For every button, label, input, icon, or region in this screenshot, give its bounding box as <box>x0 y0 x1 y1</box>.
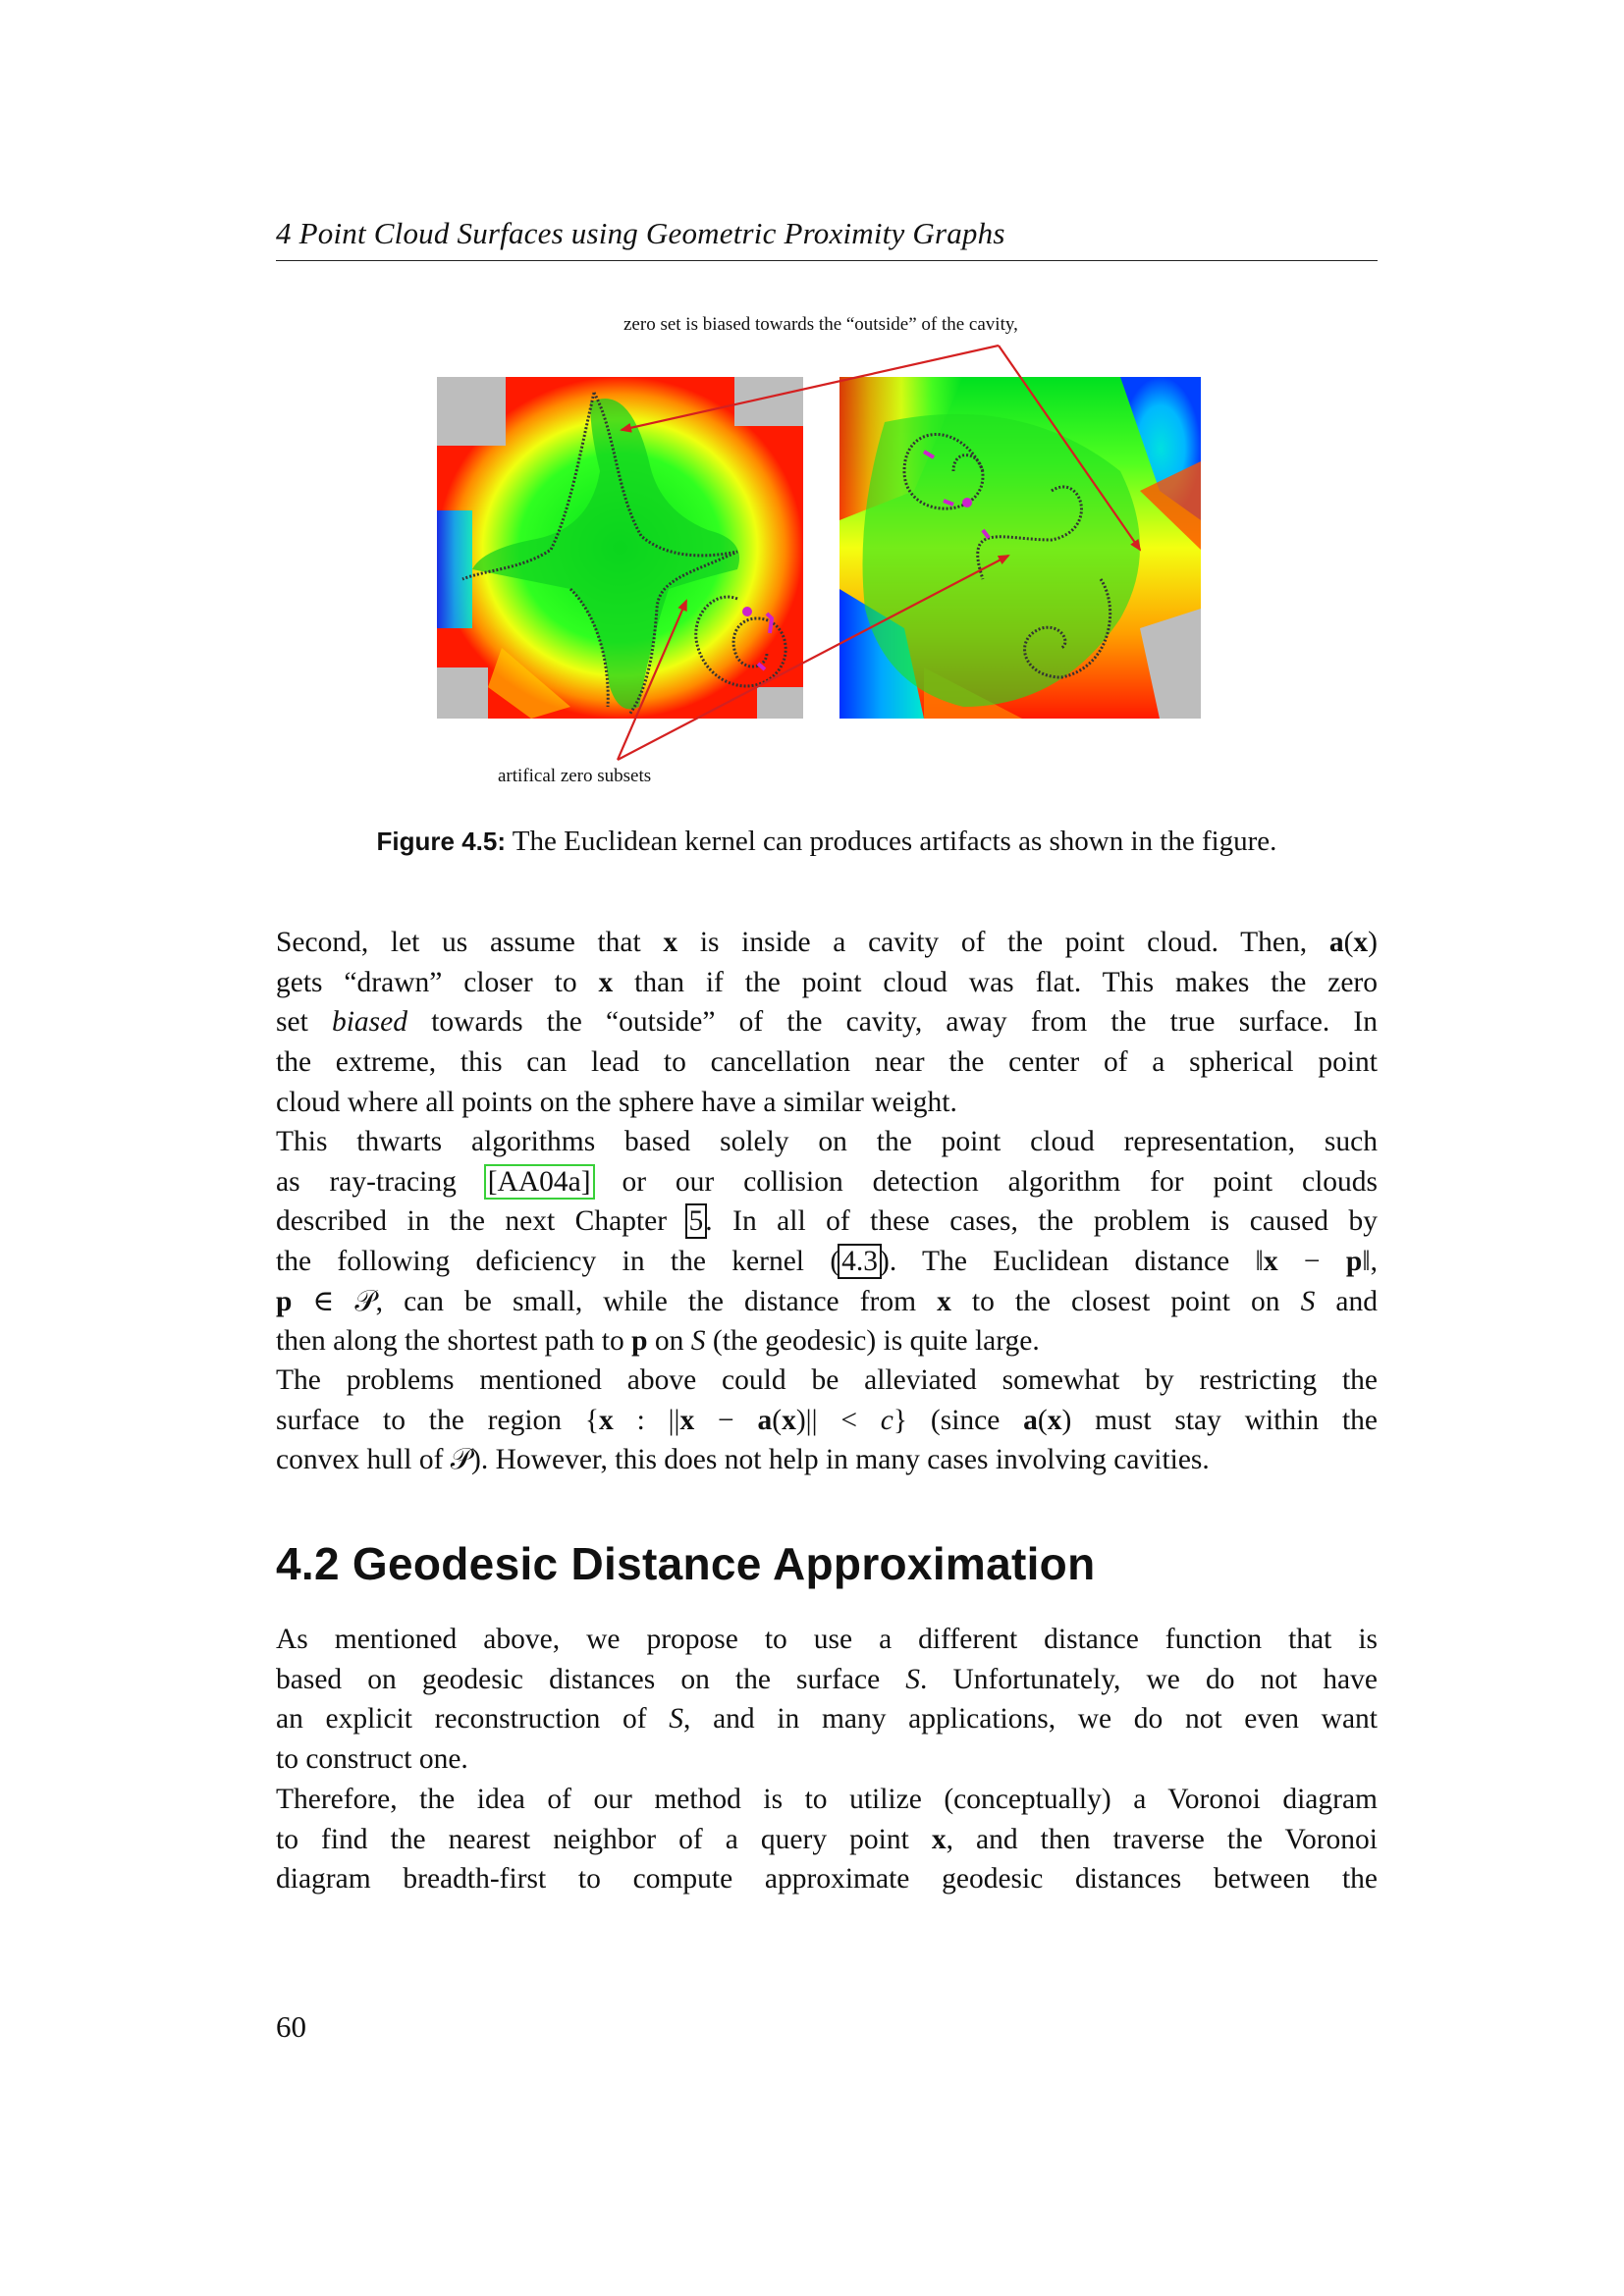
paragraph-cavity <box>276 923 1378 1122</box>
text-run: ( <box>772 1404 783 1436</box>
text-line <box>276 1201 1378 1242</box>
text-run: x <box>1047 1404 1062 1436</box>
running-head: 4 Point Cloud Surfaces using Geometric Proximity Graphs <box>276 216 1005 250</box>
text-run: . Unfortunately, we do not have <box>920 1663 1378 1695</box>
citation-link-AA04a[interactable]: [AA04a] <box>487 1165 591 1198</box>
text-line <box>276 923 1378 963</box>
equation-link[interactable]: 4.3 <box>841 1246 879 1278</box>
text-line <box>276 1242 1378 1282</box>
figure-annotation-bottom: artifical zero subsets <box>498 766 652 786</box>
text-run: then along the shortest path to <box>276 1325 632 1358</box>
text-run: the following deficiency in the kernel ( <box>276 1246 840 1278</box>
text-run: x <box>1353 927 1369 958</box>
text-line <box>276 1282 1378 1322</box>
text-run: Second, let us assume that <box>276 927 664 958</box>
text-run: ( <box>1037 1404 1048 1436</box>
text-run: As mentioned above, we propose to use a different distance function that is <box>276 1624 1378 1655</box>
text-run: p <box>276 1285 293 1317</box>
text-run: based on geodesic distances on the surface <box>276 1663 906 1695</box>
text-run: and <box>1315 1285 1379 1317</box>
text-run: a <box>1023 1404 1038 1436</box>
text-run: } (since <box>893 1404 1024 1436</box>
chapter-link[interactable]: 5 <box>688 1205 704 1238</box>
figure-4-5 <box>276 294 1378 903</box>
section-heading: 4.2 Geodesic Distance Approximation <box>276 1538 1096 1589</box>
text-run: x <box>937 1285 951 1317</box>
page-number: 60 <box>276 2009 306 2044</box>
text-run: − <box>1277 1246 1346 1278</box>
caption-label: Figure 4.5: <box>376 827 507 856</box>
text-run: p <box>1345 1246 1363 1278</box>
text-run: ). The Euclidean distance ‖ <box>880 1246 1264 1278</box>
text-run: a <box>1328 927 1344 958</box>
text-run: This thwarts algorithms based solely on the point cloud representation, such <box>276 1126 1378 1157</box>
paragraph-proposal <box>276 1620 1378 1780</box>
text-line <box>276 1820 1378 1860</box>
text-run: towards the “outside” of the cavity, away from the true surface. In <box>407 1006 1378 1039</box>
text-run: ( <box>1343 927 1354 958</box>
figure-graphic <box>276 294 1378 805</box>
text-run: an explicit reconstruction of <box>276 1703 670 1735</box>
text-run: x <box>599 1404 614 1436</box>
text-run: S <box>905 1663 921 1695</box>
text-run: ‖, <box>1362 1246 1378 1278</box>
text-line <box>276 963 1378 1003</box>
text-run: p <box>631 1325 648 1358</box>
text-run: , and then traverse the Voronoi <box>946 1823 1378 1855</box>
header-rule <box>276 260 1378 261</box>
text-line <box>276 1321 1378 1362</box>
text-run: . In all of these cases, the problem is caused by <box>705 1205 1378 1238</box>
text-run: x <box>1263 1246 1278 1278</box>
text-run: x <box>782 1404 796 1436</box>
text-run: c <box>880 1404 893 1436</box>
text-run: to find the nearest neighbor of a query point <box>276 1823 932 1855</box>
text-run: cloud where all points on the sphere have a similar weight. <box>276 1086 957 1118</box>
text-run: S <box>690 1325 706 1358</box>
figure-annotation-top: zero set is biased towards the “outside” of the cavity, <box>623 314 1018 335</box>
text-run: described in the next Chapter <box>276 1205 687 1238</box>
text-run: x <box>931 1823 947 1855</box>
text-run: surface to the region { <box>276 1404 600 1436</box>
text-run: (the geodesic) is quite large. <box>705 1325 1040 1358</box>
paragraph-voronoi <box>276 1780 1378 1899</box>
text-run: biased <box>331 1006 408 1039</box>
text-run: ) must stay within the <box>1061 1404 1378 1436</box>
text-run: as ray-tracing <box>276 1165 486 1198</box>
paragraph-thwarts <box>276 1122 1378 1362</box>
right-field-panel <box>839 377 1201 719</box>
text-run: the extreme, this can lead to cancellation near the center of a spherical point <box>276 1046 1378 1079</box>
text-run: , and in many applications, we do not even want <box>683 1703 1379 1735</box>
text-run: )|| < <box>795 1404 881 1436</box>
text-run: set <box>276 1006 332 1039</box>
text-run: or our collision detection algorithm for point clouds <box>592 1165 1379 1198</box>
text-run: is inside a cavity of the point cloud. Then, <box>677 927 1329 958</box>
text-run: Therefore, the idea of our method is to utilize (conceptually) a Voronoi diagram <box>276 1784 1378 1815</box>
text-run: x <box>679 1404 695 1436</box>
text-run: on <box>647 1325 691 1358</box>
text-run: diagram breadth-first to compute approximate geodesic distances between the <box>276 1863 1378 1896</box>
text-line <box>276 1401 1378 1441</box>
text-run: than if the point cloud was flat. This makes the zero <box>613 966 1378 998</box>
text-run: − <box>694 1404 758 1436</box>
text-run: x <box>598 966 614 998</box>
text-line <box>276 1002 1378 1042</box>
paragraph-alleviated <box>276 1361 1378 1480</box>
text-run: ) <box>1368 927 1378 958</box>
text-line <box>276 1162 1378 1202</box>
text-run: to the closest point on <box>950 1285 1301 1317</box>
text-run: convex hull of 𝒫). However, this does not help in many cases involving cavities. <box>276 1444 1210 1476</box>
text-run: S <box>669 1703 684 1735</box>
text-line <box>276 1699 1378 1739</box>
text-run: gets “drawn” closer to <box>276 966 599 998</box>
figure-caption <box>276 826 1378 858</box>
caption-text: The Euclidean kernel can produces artifacts as shown in the figure. <box>512 826 1277 857</box>
text-run: The problems mentioned above could be alleviated somewhat by restricting the <box>276 1364 1378 1396</box>
text-run: a <box>757 1404 773 1436</box>
text-run: : || <box>613 1404 680 1436</box>
text-run: ∈ 𝒫, can be small, while the distance from <box>292 1285 938 1317</box>
text-run: S <box>1300 1285 1316 1317</box>
left-field-panel <box>437 377 803 719</box>
text-run: to construct one. <box>276 1743 468 1776</box>
text-line <box>276 1660 1378 1700</box>
text-run: x <box>663 927 678 958</box>
